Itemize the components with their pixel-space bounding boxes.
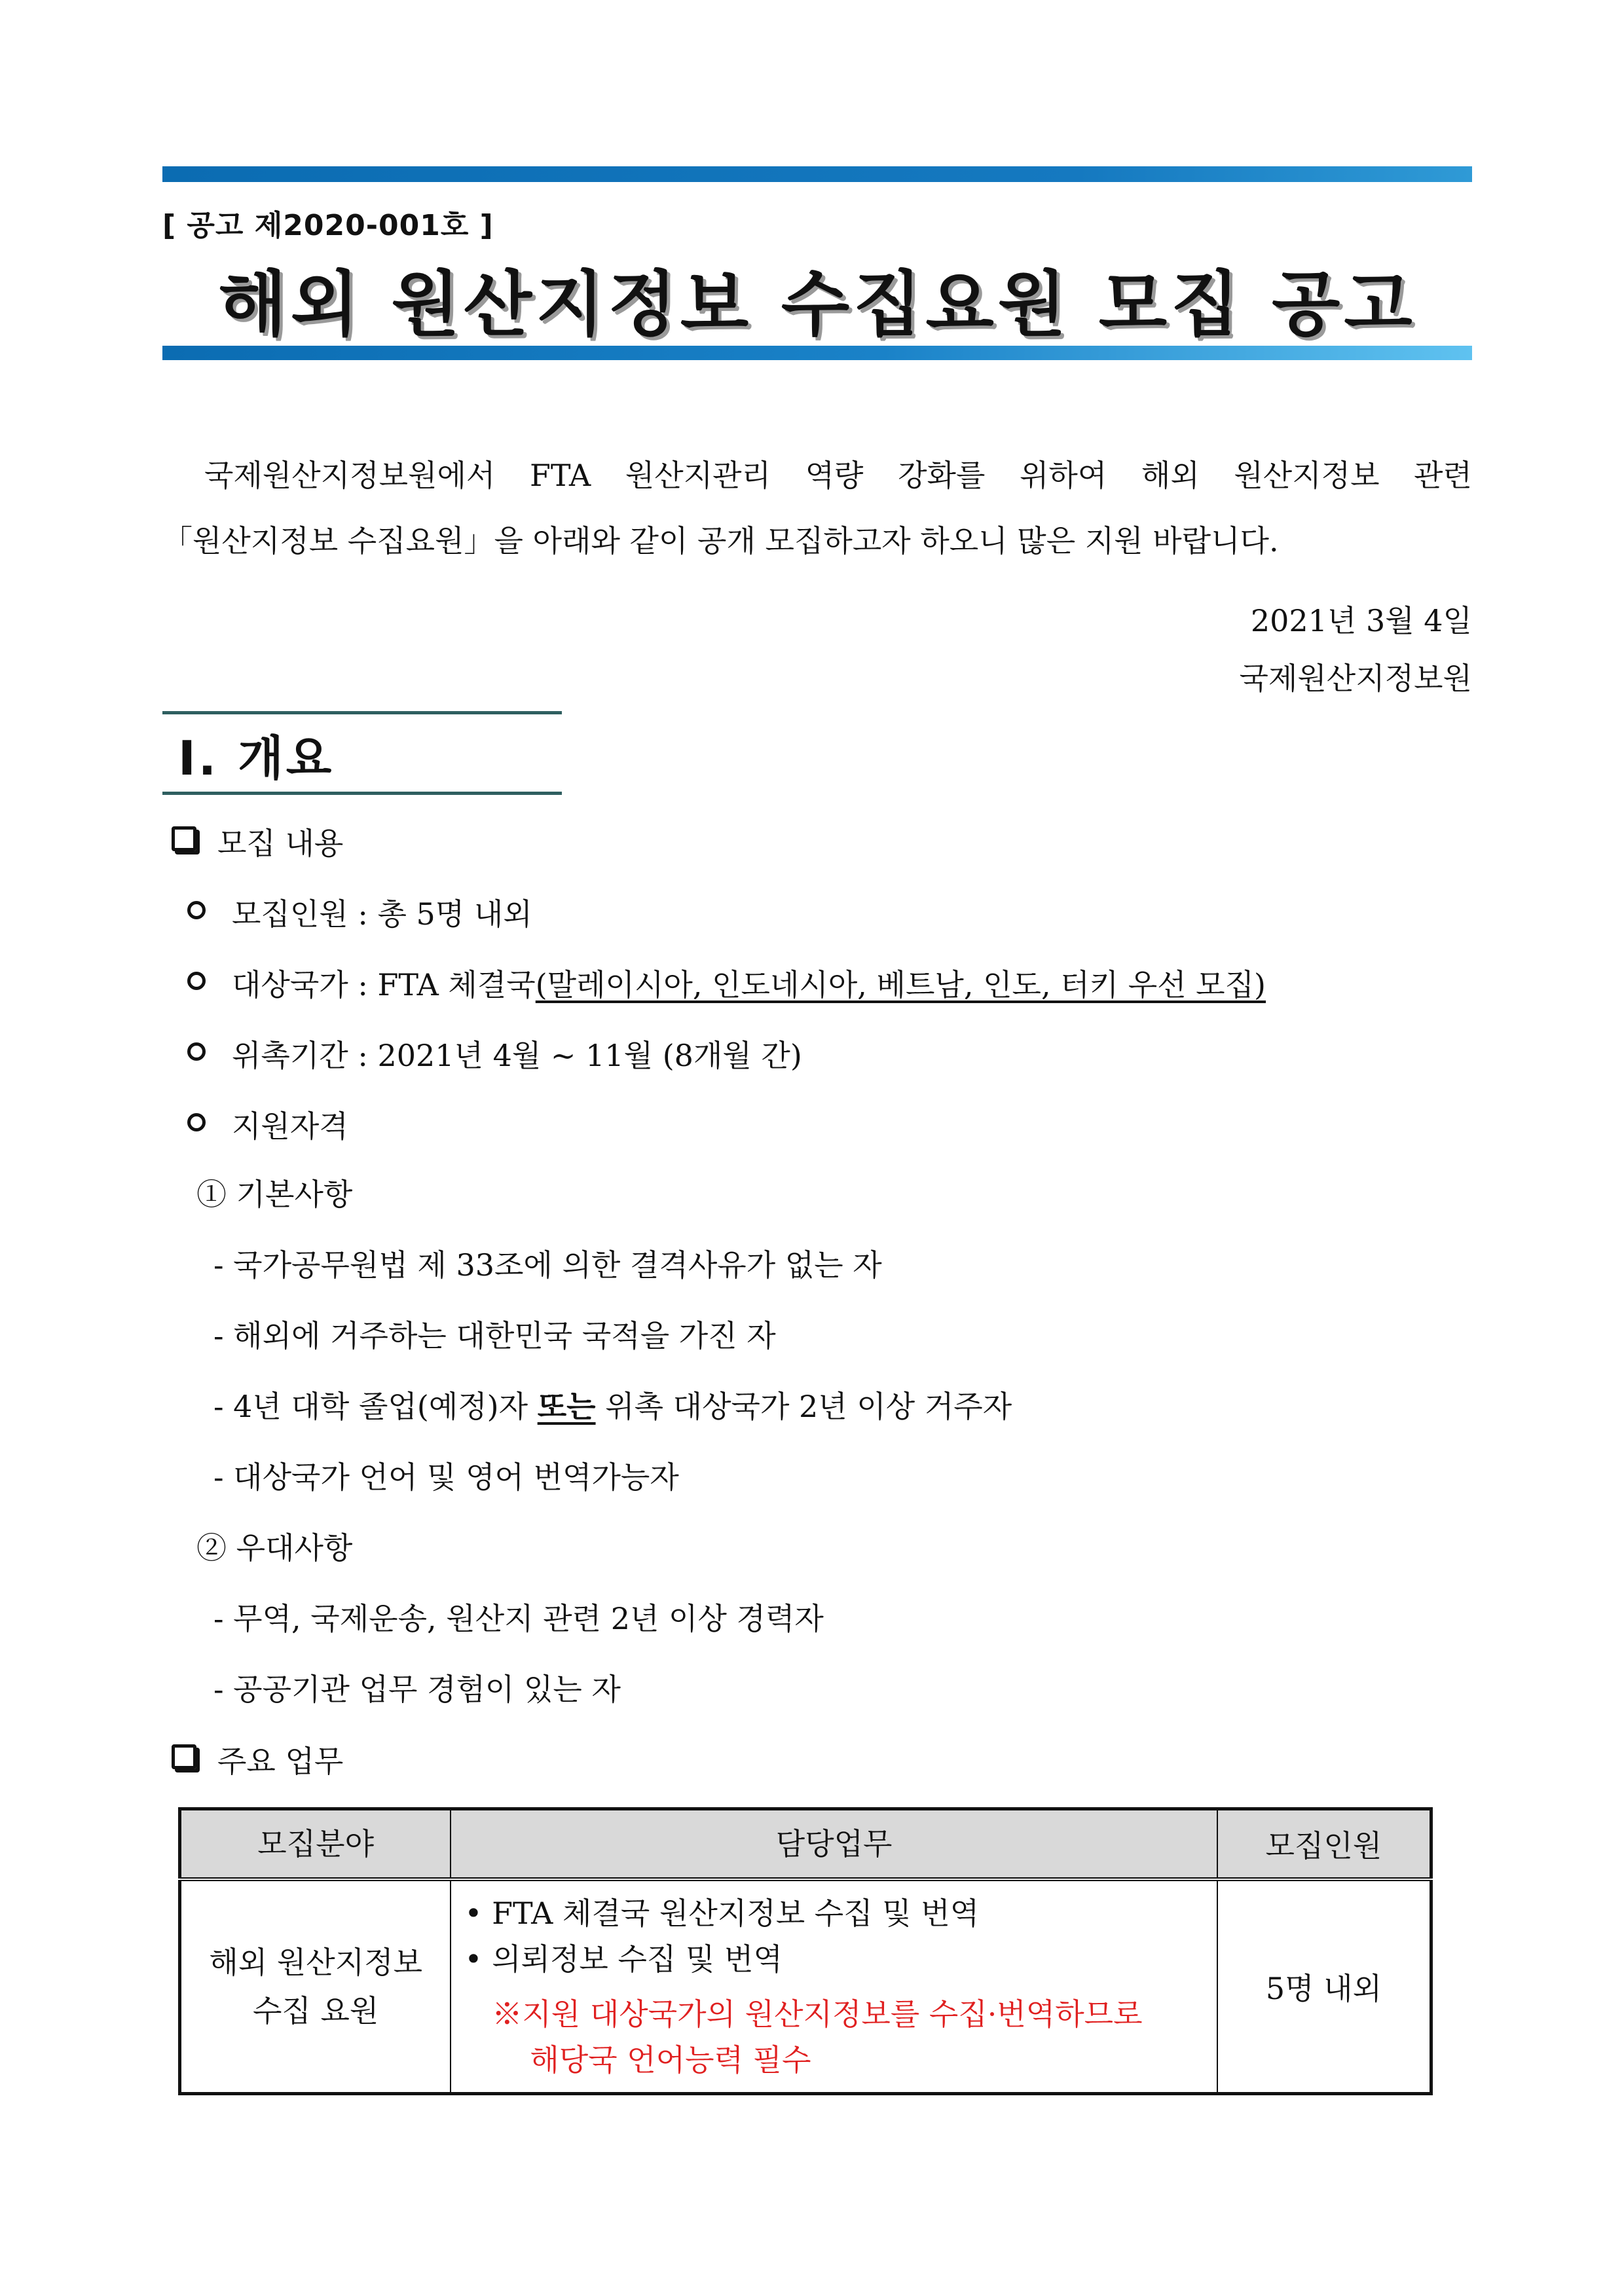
- table-header-row: [180, 1809, 1431, 1880]
- countries-item: [232, 961, 1266, 1004]
- notice-number: [ 공고 제2020-001호 ]: [162, 209, 494, 242]
- headcount-item: 모집인원 : 총 5명 내외: [232, 896, 532, 932]
- duty-item-2: • 의뢰정보 수집 및 번역: [464, 1941, 783, 1977]
- table-header-headcount: 모집인원: [1217, 1809, 1431, 1880]
- organization-name: 국제원산지정보원: [1239, 661, 1472, 696]
- requirement-4: - 대상국가 언어 및 영어 번역가능자: [213, 1460, 679, 1495]
- requirement-3-emphasis: 또는: [537, 1389, 596, 1424]
- duty-cell: [451, 1879, 1217, 2094]
- qualifications-item: 지원자격: [232, 1109, 348, 1144]
- intro-paragraph: [162, 443, 1472, 574]
- notice-date: 2021년 3월 4일: [1250, 603, 1472, 638]
- section-title: Ⅰ. 개요: [178, 731, 335, 786]
- preferred-label: ② 우대사항: [196, 1530, 353, 1566]
- preferred-1: - 무역, 국제운송, 원산지 관련 2년 이상 경력자: [213, 1601, 824, 1636]
- header-top-bar: [162, 166, 1472, 182]
- duty-item-1: • FTA 체결국 원산지정보 수집 및 번역: [464, 1896, 980, 1931]
- table-row: [180, 1879, 1431, 2094]
- requirement-2: - 해외에 거주하는 대한민국 국적을 가진 자: [213, 1318, 776, 1353]
- field-cell: [180, 1879, 451, 2094]
- checkbox-square-icon: [172, 1744, 196, 1769]
- table-header-duty: 담당업무: [451, 1809, 1217, 1880]
- requirement-3-part-b: 위촉 대상국가 2년 이상 거주자: [595, 1389, 1012, 1424]
- countries-list: (말레이시아, 인도네시아, 베트남, 인도, 터키 우선 모집): [535, 967, 1266, 1002]
- duties-table: [178, 1807, 1433, 2095]
- recruit-heading: 모집 내용: [217, 826, 344, 861]
- circle-bullet-icon: [187, 1113, 206, 1131]
- requirement-3: [213, 1383, 1012, 1426]
- circle-bullet-icon: [187, 972, 206, 990]
- circle-bullet-icon: [187, 1042, 206, 1061]
- preferred-2: - 공공기관 업무 경험이 있는 자: [213, 1672, 621, 1707]
- countries-prefix: 대상국가 : FTA 체결국: [232, 967, 536, 1002]
- period-item: 위촉기간 : 2021년 4월 ~ 11월 (8개월 간): [232, 1038, 802, 1073]
- basic-requirements-label: ① 기본사항: [196, 1177, 353, 1212]
- headcount-cell: 5명 내외: [1217, 1879, 1431, 2094]
- requirement-1: - 국가공무원법 제 33조에 의한 결격사유가 없는 자: [213, 1247, 882, 1283]
- table-header-field: 모집분야: [180, 1809, 451, 1880]
- field-line-1: 해외 원산지정보: [209, 1945, 423, 1980]
- field-line-2: 수집 요원: [252, 1993, 379, 2029]
- intro-line-2: 「원산지정보 수집요원」을 아래와 같이 공개 모집하고자 하오니 많은 지원 바랍니다.: [162, 523, 1279, 559]
- page-title: 해외 원산지정보 수집요원 모집 공고: [218, 264, 1416, 346]
- duties-heading: 주요 업무: [217, 1744, 344, 1779]
- intro-line-1: 국제원산지정보원에서 FTA 원산지관리 역량 강화를 위하여 해외 원산지정보 관련: [204, 458, 1472, 493]
- header-bottom-bar: [162, 346, 1472, 360]
- circle-bullet-icon: [187, 901, 206, 919]
- requirement-3-part-a: - 4년 대학 졸업(예정)자: [213, 1389, 538, 1424]
- language-note-line-2: 해당국 언어능력 필수: [530, 2042, 811, 2078]
- language-note-line-1: ※지원 대상국가의 원산지정보를 수집·번역하므로: [492, 1996, 1143, 2032]
- checkbox-square-icon: [172, 826, 196, 851]
